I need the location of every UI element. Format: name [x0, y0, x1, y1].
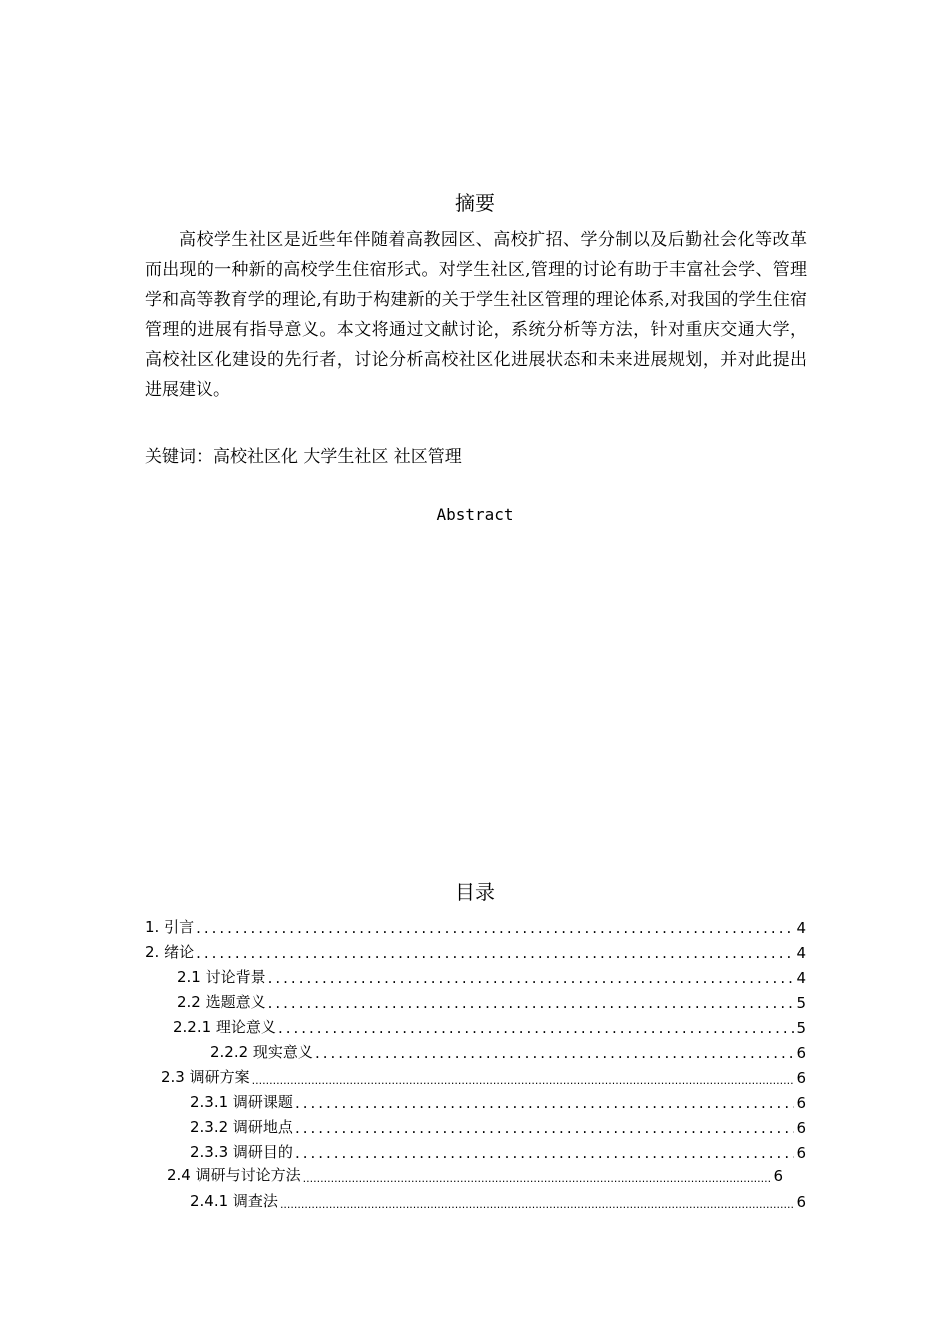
toc-entry[interactable]: [145, 913, 806, 937]
toc-entry-label: 2.3.3 调研目的: [190, 1143, 293, 1161]
toc-entry[interactable]: [190, 1138, 806, 1162]
toc-entry-page: 5: [796, 994, 806, 1012]
toc-leader: [315, 1044, 795, 1062]
toc-entry-page: 5: [796, 1019, 806, 1037]
toc-leader: [295, 1094, 795, 1112]
toc-leader: [252, 1074, 795, 1087]
toc-entry-label: 2. 绪论: [145, 943, 195, 961]
toc-leader: [268, 994, 795, 1012]
toc-entry-label: 2.3.2 调研地点: [190, 1118, 293, 1136]
toc-entry-page: 6: [796, 1069, 806, 1087]
toc-entry-label: 2.2.2 现实意义: [210, 1043, 313, 1061]
toc-entry-label: 2.1 讨论背景: [177, 968, 266, 986]
toc-entry-page: 6: [796, 1193, 806, 1211]
toc-entry-label: 2.2.1 理论意义: [173, 1018, 276, 1036]
toc-leader: [196, 919, 794, 937]
toc-leader: [268, 969, 795, 987]
toc-entry-label: 2.3.1 调研课题: [190, 1093, 293, 1111]
toc-leader: [278, 1019, 795, 1037]
toc-entry-page: 6: [796, 1094, 806, 1112]
toc-entry[interactable]: [190, 1113, 806, 1137]
toc-entry[interactable]: [190, 1088, 806, 1112]
toc-entry[interactable]: [177, 963, 806, 987]
toc-title: 目录: [455, 880, 495, 904]
toc-entry-label: 2.3 调研方案: [161, 1068, 250, 1086]
toc-entry-page: 4: [796, 919, 806, 937]
toc-entry-page: 4: [796, 969, 806, 987]
toc-entry[interactable]: [190, 1187, 806, 1211]
toc-entry[interactable]: [210, 1038, 806, 1062]
abstract-heading: 摘要: [455, 191, 495, 215]
toc-entry-page: 4: [796, 944, 806, 962]
toc-leader: [196, 944, 794, 962]
toc-leader: [303, 1172, 772, 1185]
toc-entry[interactable]: [173, 1013, 806, 1037]
toc-entry-label: 1. 引言: [145, 918, 195, 936]
toc-entry-page: 6: [796, 1044, 806, 1062]
abstract-body: 高校学生社区是近些年伴随着高教园区、高校扩招、学分制以及后勤社会化等改革而出现的一种新的高校学生住宿形式。对学生社区,管理的讨论有助于丰富社会学、管理学和高等教育学的理论,有助于构建新的关于学生社区管理的理论体系,对我国的学生住宿管理的进展有指导意义。本文将通过文献讨论，系统分析等方法，针对重庆交通大学，高校社区化建设的先行者，讨论分析高校社区化进展状态和未来进展规划，并对此提出进展建议。: [145, 230, 807, 400]
toc-entry-page: 6: [796, 1119, 806, 1137]
toc-entry[interactable]: [161, 1063, 806, 1087]
toc-leader: [295, 1119, 795, 1137]
toc-entry[interactable]: [145, 938, 806, 962]
english-abstract-heading: Abstract: [436, 505, 514, 524]
toc-entry-page: 6: [796, 1144, 806, 1162]
toc-entry[interactable]: [167, 1161, 783, 1185]
toc-entry-label: 2.2 选题意义: [177, 993, 266, 1011]
toc-entry-label: 2.4 调研与讨论方法: [167, 1166, 301, 1184]
toc-entry-label: 2.4.1 调查法: [190, 1192, 278, 1210]
keywords-line: 关键词：高校社区化 大学生社区 社区管理: [145, 447, 462, 467]
toc-leader: [280, 1198, 795, 1211]
toc-entry-page: 6: [773, 1167, 783, 1185]
toc-entry[interactable]: [177, 988, 806, 1012]
toc-leader: [295, 1144, 795, 1162]
